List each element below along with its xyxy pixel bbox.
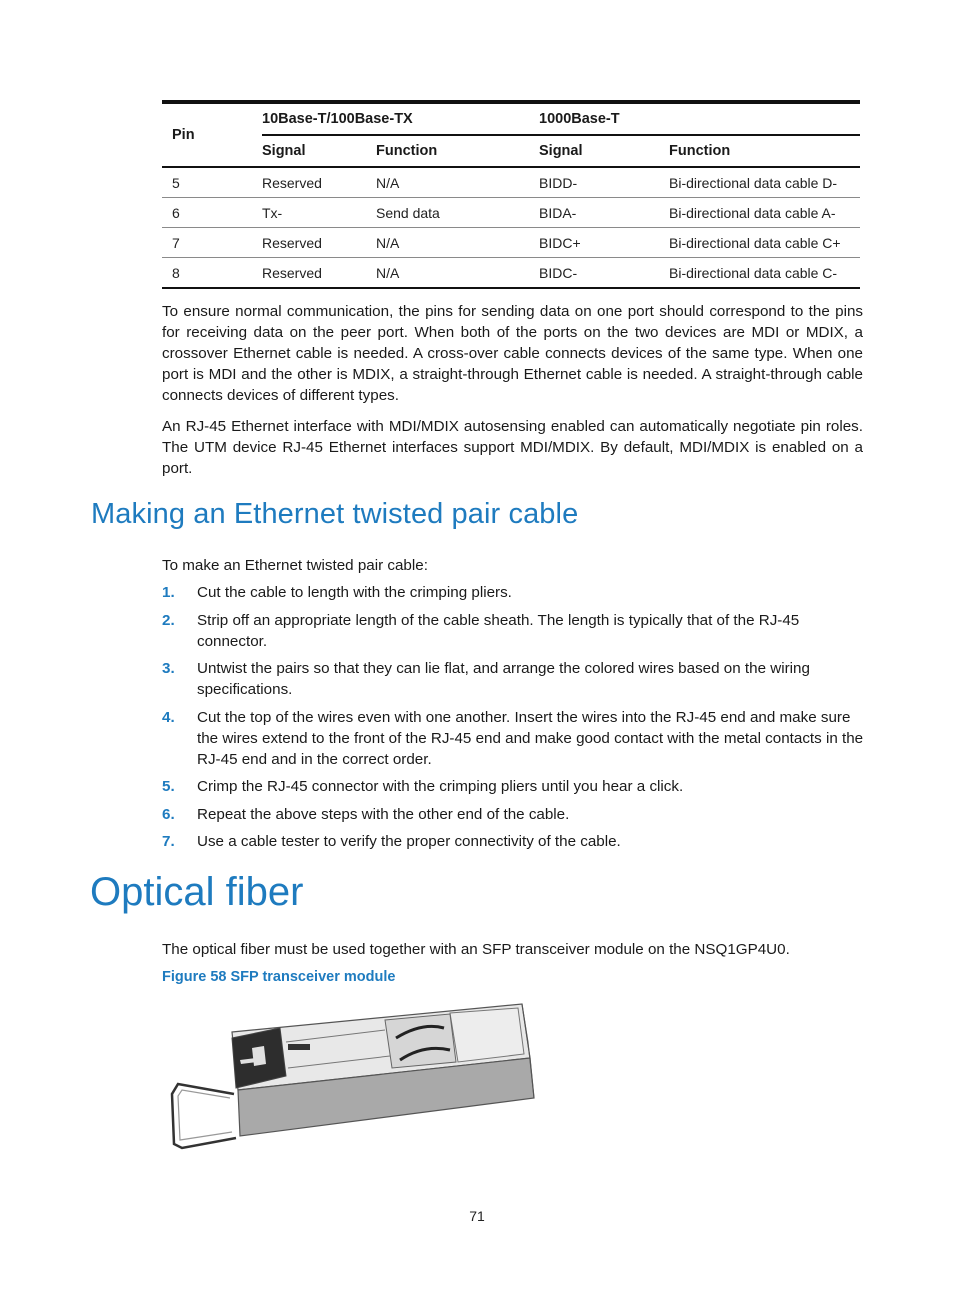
steps-list <box>162 582 864 859</box>
table-row <box>162 167 860 198</box>
steps-intro: To make an Ethernet twisted pair cable: <box>162 557 428 574</box>
list-item <box>162 610 864 652</box>
step-text: Cut the top of the wires even with one another. Insert the wires into the RJ-45 end and make sure the wires extend to the front of the RJ-45 end and make good contact with the metal contacts in the RJ-45 end and in the correct order. <box>197 708 864 768</box>
list-item <box>162 804 864 825</box>
table-cell: BIDC- <box>539 258 669 289</box>
list-item <box>162 658 864 700</box>
table-cell: Reserved <box>262 258 376 289</box>
list-item <box>162 707 864 770</box>
table-cell: 7 <box>162 228 262 258</box>
table-cell: Bi-directional data cable A- <box>669 198 860 228</box>
sfp-module-figure <box>160 998 550 1158</box>
step-text: Use a cable tester to verify the proper connectivity of the cable. <box>197 833 621 850</box>
table-cell: BIDA- <box>539 198 669 228</box>
pin-column-header: Pin <box>162 102 262 167</box>
table-cell: BIDD- <box>539 174 578 191</box>
step-number: 4. <box>162 708 175 726</box>
step-text: Repeat the above steps with the other end of the cable. <box>197 805 570 823</box>
list-item <box>162 831 864 852</box>
step-number: 6. <box>162 805 175 823</box>
table-row <box>162 228 860 258</box>
step-text: Cut the cable to length with the crimping pliers. <box>197 584 512 601</box>
section-heading-twisted-pair: Making an Ethernet twisted pair cable <box>91 498 579 530</box>
list-item <box>162 582 864 603</box>
table-cell: Bi-directional data cable C- <box>669 258 860 289</box>
step-number: 7. <box>162 833 175 850</box>
step-number: 5. <box>162 778 175 795</box>
group-header-10-100: 10Base-T/100Base-TX <box>262 102 539 135</box>
table-cell: 6 <box>162 198 262 228</box>
table-row <box>162 258 860 289</box>
step-number: 2. <box>162 611 175 629</box>
sub-header-function: Function <box>376 135 539 167</box>
sub-header-signal: Signal <box>539 135 669 167</box>
table-cell: Send data <box>376 198 539 228</box>
table-cell: Reserved <box>262 228 376 258</box>
table-cell: Bi-directional data cable C+ <box>669 228 860 258</box>
table-row <box>162 198 860 228</box>
pin-assignment-table <box>162 100 860 289</box>
step-number: 1. <box>162 584 175 601</box>
table-cell: Bi-directional data cable D- <box>669 174 838 191</box>
table-cell: Tx- <box>262 198 376 228</box>
table-cell: Reserved <box>262 174 322 191</box>
table-cell: N/A <box>376 258 539 289</box>
paragraph-crossover: To ensure normal communication, the pins for sending data on one port should correspond to the pins for receiving data on the peer port. When both of the ports on the two devices are MDI or MDIX, a crossover Ethernet cable is needed. A cross-over cable connects devices of the same type. When one port is MDI and the other is MDIX, a straight-through Ethernet cable is needed. A straight-through cable connects devices of different types. <box>162 303 863 404</box>
step-text: Untwist the pairs so that they can lie flat, and arrange the colored wires based on the wiring specifications. <box>197 660 810 698</box>
table-cell: N/A <box>376 174 400 191</box>
figure-caption: Figure 58 SFP transceiver module <box>162 969 396 985</box>
group-header-1000: 1000Base-T <box>539 102 860 135</box>
fiber-intro: The optical fiber must be used together with an SFP transceiver module on the NSQ1GP4U0. <box>162 941 790 958</box>
table-cell: N/A <box>376 228 539 258</box>
table-cell: 5 <box>172 174 180 191</box>
table-cell: BIDC+ <box>539 228 669 258</box>
page-number: 71 <box>469 1208 485 1224</box>
paragraph-mdix: An RJ-45 Ethernet interface with MDI/MDIX autosensing enabled can automatically negotiate pin roles. The UTM device RJ-45 Ethernet interfaces support MDI/MDIX. By default, MDI/MDIX is enabled on a port. <box>162 418 863 477</box>
sub-header-function: Function <box>669 135 860 167</box>
step-number: 3. <box>162 660 175 677</box>
table-cell: 8 <box>162 258 262 289</box>
list-item <box>162 776 864 797</box>
sfp-transceiver-illustration <box>160 998 550 1158</box>
chapter-heading-optical-fiber: Optical fiber <box>90 870 304 914</box>
sub-header-signal: Signal <box>262 135 376 167</box>
step-text: Crimp the RJ-45 connector with the crimping pliers until you hear a click. <box>197 778 684 795</box>
step-text: Strip off an appropriate length of the cable sheath. The length is typically that of the RJ-45 connector. <box>197 611 800 650</box>
